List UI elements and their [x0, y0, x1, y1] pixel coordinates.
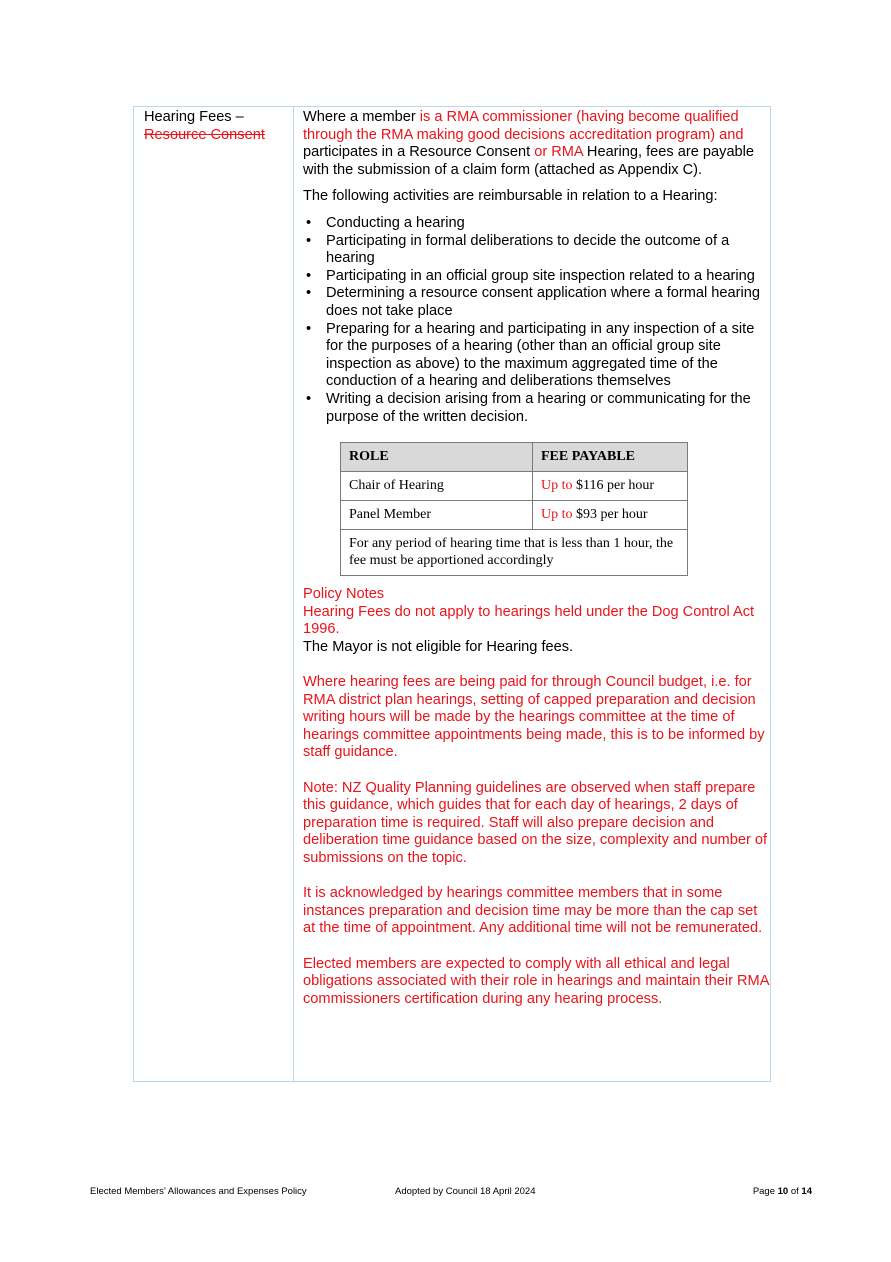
page-current: 10: [777, 1186, 789, 1197]
fee-prefix: Up to: [541, 478, 573, 494]
section-label-cell: [144, 109, 289, 144]
section-content-cell: [303, 109, 769, 1008]
footer-policy-title: Elected Members’ Allowances and Expenses Policy: [90, 1186, 307, 1197]
fee-table-note-row: [341, 530, 688, 576]
policy-notes: [303, 586, 769, 1008]
page-of: of: [788, 1186, 802, 1197]
dog-control-note: Hearing Fees do not apply to hearings held under the Dog Control Act 1996.: [303, 603, 755, 638]
intro-text-e: Hearing, fees are payable with the submission of a claim form (attached as Appendix C).: [303, 144, 755, 178]
footer-page-number: [753, 1186, 812, 1197]
list-item: • Determining a resource consent application where a formal hearing does not take place: [326, 285, 769, 320]
policy-table: [133, 106, 771, 1082]
list-item: • Preparing for a hearing and participating in any inspection of a site for the purposes of a hearing (other than an official group site inspection as above) to the maximum aggregated time of the conduction of a hearing and deliberations themselves: [326, 321, 769, 391]
policy-notes-heading: Policy Notes: [303, 586, 385, 603]
ethical-obligations-note: Elected members are expected to comply with all ethical and legal obligations associated with their role in hearings and maintain their RMA commissioners certification during any hearing process.: [303, 955, 769, 1007]
acknowledgement-note: It is acknowledged by hearings committee members that in some instances preparation and decision time may be more than the cap set at the time of appointment. Any additional time will not be remunerated.: [303, 885, 763, 937]
list-item: • Participating in an official group site inspection related to a hearing: [326, 268, 769, 286]
fee-amount: $116 per hour: [572, 478, 655, 494]
fee-cell: [533, 501, 688, 530]
reimbursable-intro: The following activities are reimbursable in relation to a Hearing:: [303, 188, 718, 205]
nz-quality-planning-note: Note: NZ Quality Planning guidelines are observed when staff prepare this guidance, which guides that for each day of hearings, 2 days of preparation time is required. Staff will also prepare decision and deliberation time guidance based on the size, complexity and number of submissions on the topic.: [303, 779, 768, 866]
column-divider: [293, 107, 294, 1081]
page-total: 14: [801, 1186, 812, 1197]
fee-table: [340, 442, 688, 576]
mayor-note: The Mayor is not eligible for Hearing fees.: [303, 638, 574, 655]
struck-section-subtitle: Resource Consent: [144, 126, 265, 143]
footer-adopted-date: Adopted by Council 18 April 2024: [395, 1186, 536, 1197]
list-item: • Participating in formal deliberations to decide the outcome of a hearing: [326, 233, 769, 268]
budget-note: Where hearing fees are being paid for through Council budget, i.e. for RMA district plan hearings, setting of capped preparation and decision writing hours will be made by the hearings committee at the time of hearings committee appointments being made, this is to be informed by staff guidance.: [303, 674, 765, 761]
list-item: • Conducting a hearing: [326, 215, 769, 233]
page-footer: [90, 1186, 812, 1200]
fee-amount: $93 per hour: [572, 507, 648, 523]
header-role: ROLE: [341, 443, 533, 472]
intro-inserted-text-d: or RMA: [534, 144, 583, 161]
apportion-note: For any period of hearing time that is less than 1 hour, the fee must be apportioned accordingly: [341, 530, 688, 576]
fee-prefix: Up to: [541, 507, 573, 523]
header-fee-payable: FEE PAYABLE: [533, 443, 688, 472]
section-title: Hearing Fees –: [144, 109, 244, 125]
intro-paragraph: [303, 109, 769, 179]
page-label: Page: [752, 1186, 778, 1197]
list-item: • Writing a decision arising from a hearing or communicating for the purpose of the written decision.: [326, 391, 769, 426]
fee-cell: [533, 472, 688, 501]
fee-table-header-row: [341, 443, 688, 472]
table-row: [341, 472, 688, 501]
intro-text-c: participates in a Resource Consent: [303, 144, 535, 161]
activities-list: [303, 215, 769, 426]
intro-text-a: Where a member: [303, 109, 420, 125]
table-row: [341, 501, 688, 530]
role-cell: Chair of Hearing: [341, 472, 533, 501]
intro-inserted-text-b: is a RMA commissioner (having become qualified through the RMA making good decisions accreditation program) and: [303, 109, 744, 143]
role-cell: Panel Member: [341, 501, 533, 530]
